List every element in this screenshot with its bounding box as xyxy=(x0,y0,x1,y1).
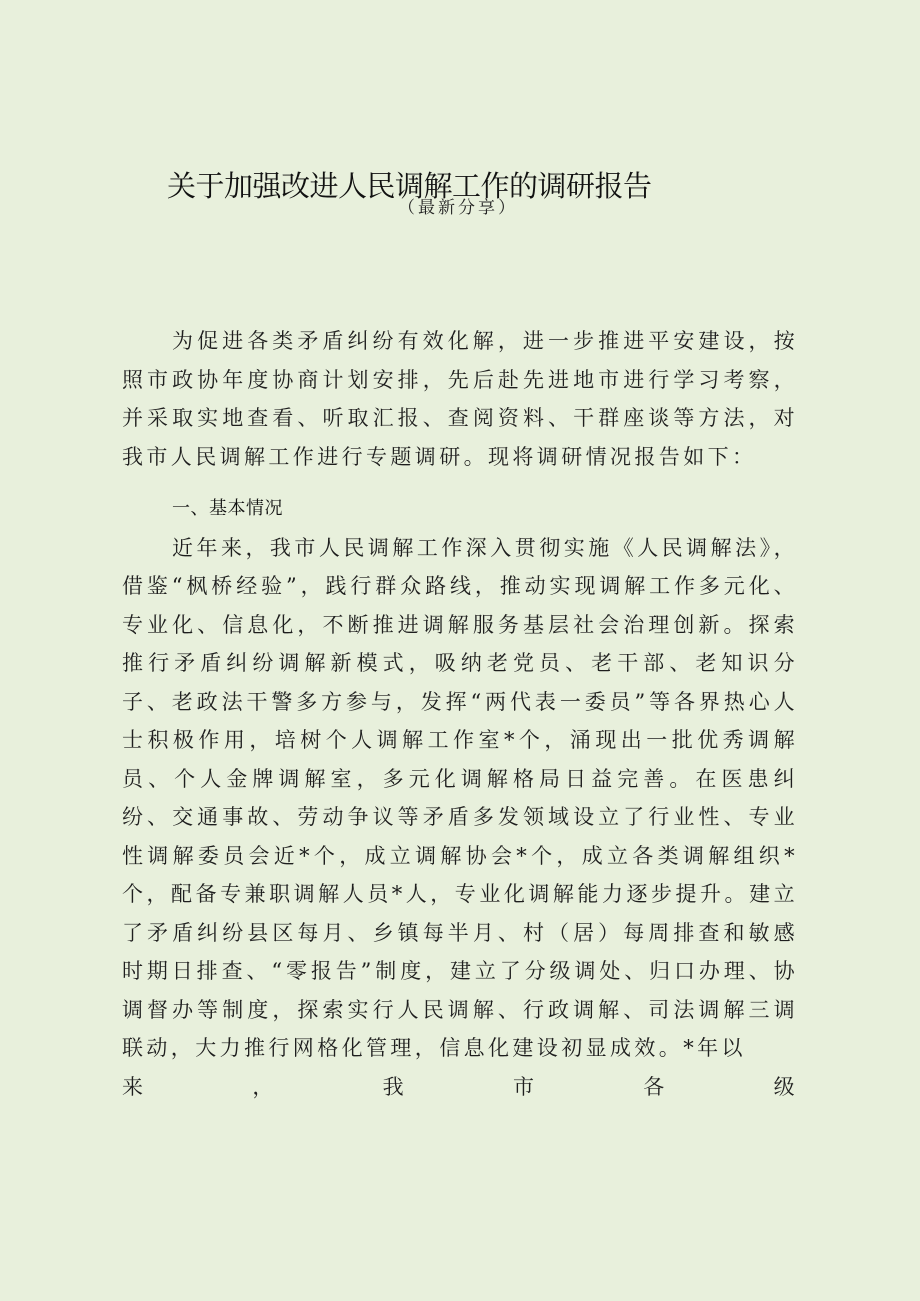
trailing-char: 各 xyxy=(643,1074,668,1099)
trailing-char: 来 xyxy=(122,1074,147,1099)
trailing-char: 市 xyxy=(512,1074,538,1099)
document-body xyxy=(122,322,798,1106)
section-heading: 一、基本情况 xyxy=(172,498,283,519)
document-subtitle: （最新分享） xyxy=(398,198,518,218)
trailing-justified-line xyxy=(122,1068,798,1107)
section-paragraph: 近年来，我市人民调解工作深入贯彻实施《人民调解法》，借鉴“枫桥经验”，践行群众路线，推动实现调解工作多元化、专业化、信息化，不断推进调解服务基层社会治理创新。探索推行矛盾纠纷调解新模式，吸纳老党员、老干部、老知识分子、老政法干警多方参与，发挥“两代表一委员”等各界热心人士积极作用，培树个人调解工作室*个，涌现出一批优秀调解员、个人金牌调解室，多元化调解格局日益完善。在医患纠纷、交通事故、劳动争议等矛盾多发领域设立了行业性、专业性调解委员会近*个，成立调解协会*个，成立各类调解组织*个，配备专兼职调解人员*人，专业化调解能力逐步提升。建立了矛盾纠纷县区每月、乡镇每半月、村（居）每周排查和敏感时期日排查、“零报告”制度，建立了分级调处、归口办理、协调督办等制度，探索实行人民调解、行政调解、司法调解三调联动，大力推行网格化管理，信息化建设初显成效。*年以 xyxy=(122,535,798,1060)
trailing-char: 级 xyxy=(773,1074,798,1099)
trailing-char: 我 xyxy=(382,1074,408,1099)
document-title: 关于加强改进人民调解工作的调研报告 xyxy=(167,169,652,203)
intro-paragraph: 为促进各类矛盾纠纷有效化解，进一步推进平安建设，按照市政协年度协商计划安排，先后赴先进地市进行学习考察，并采取实地查看、听取汇报、查阅资料、干群座谈等方法，对我市人民调解工作进行专题调研。现将调研情况报告如下： xyxy=(122,329,798,469)
trailing-char: ， xyxy=(252,1074,277,1099)
